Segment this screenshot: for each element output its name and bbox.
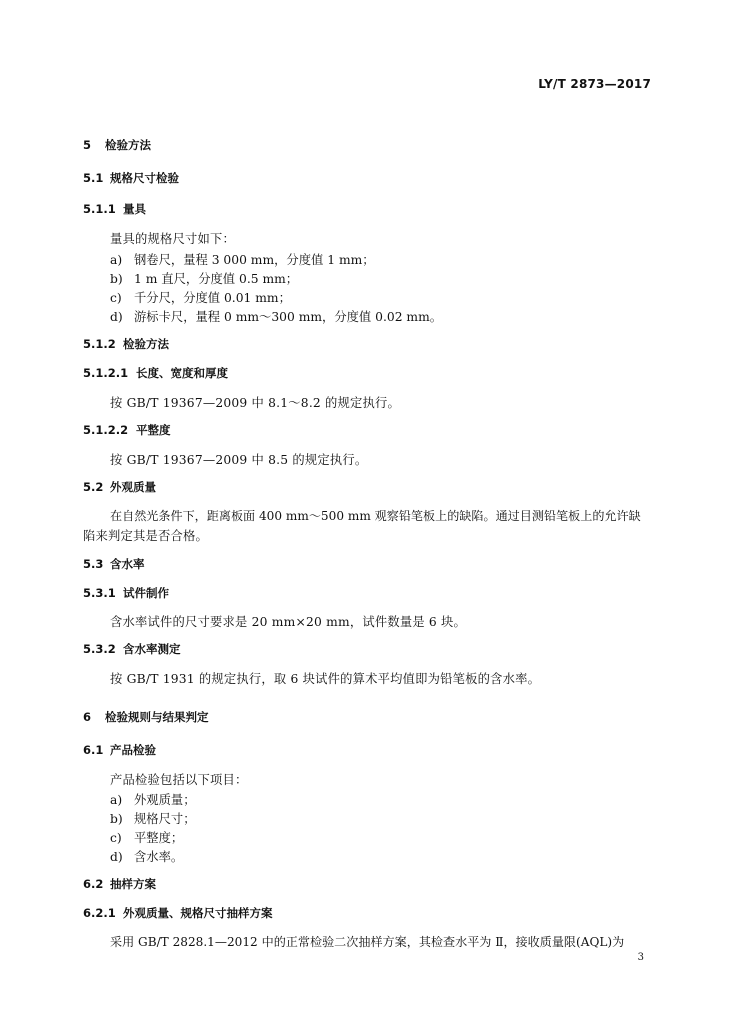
section-heading [83,905,273,921]
list-item [110,250,375,268]
list-marker: c) [110,831,122,845]
section-title: 含水率 [110,557,145,571]
section-title: 长度、宽度和厚度 [136,366,228,380]
list-text: 游标卡尺，量程 0 mm～300 mm，分度值 0.02 mm。 [134,310,443,324]
section-title: 检验方法 [123,337,169,351]
list-marker: a) [110,793,123,807]
section-heading [83,585,169,601]
page-number: 3 [637,952,644,963]
document-code: LY/T 2873—2017 [538,77,651,91]
section-heading [83,556,145,572]
section-heading [83,876,156,892]
list-text: 外观质量； [134,793,196,807]
paragraph: 按 GB/T 19367—2009 中 8.5 的规定执行。 [110,453,368,467]
section-title: 检验方法 [105,138,151,152]
list-item [110,307,442,325]
paragraph: 量具的规格尺寸如下： [110,232,235,246]
section-heading [83,137,151,153]
section-number: 6.1 [83,743,104,757]
section-heading [83,365,228,381]
list-marker: b) [110,272,123,286]
list-text: 1 m 直尺，分度值 0.5 mm； [134,272,299,286]
list-item [110,809,196,827]
list-text: 千分尺，分度值 0.01 mm； [134,291,291,305]
paragraph: 含水率试件的尺寸要求是 20 mm×20 mm，试件数量是 6 块。 [110,615,467,629]
paragraph-line: 采用 GB/T 2828.1—2012 中的正常检验二次抽样方案，其检查水平为 Ⅱ，接收质量限(AQL)为 [110,935,625,949]
section-number: 5.1.2.2 [83,423,129,437]
section-title: 试件制作 [123,586,169,600]
section-number: 6.2.1 [83,906,116,920]
section-number: 5 [83,138,92,152]
section-heading [83,742,156,758]
section-number: 5.1.1 [83,202,116,216]
list-item [110,288,291,306]
list-marker: d) [110,850,123,864]
list-marker: b) [110,812,123,826]
section-number: 5.2 [83,480,104,494]
section-heading [83,641,181,657]
section-heading [83,479,156,495]
paragraph-line: 在自然光条件下，距离板面 400 mm～500 mm 观察铅笔板上的缺陷。通过目测铅笔板上的允许缺 [110,509,641,523]
section-heading [83,201,146,217]
list-marker: d) [110,310,123,324]
list-item [110,847,183,865]
paragraph: 产品检验包括以下项目： [110,773,248,787]
section-number: 6 [83,710,92,724]
section-title: 外观质量、规格尺寸抽样方案 [123,906,273,920]
list-marker: a) [110,253,123,267]
section-title: 量具 [123,202,146,216]
section-title: 抽样方案 [110,877,156,891]
list-marker: c) [110,291,122,305]
section-title: 外观质量 [110,480,156,494]
section-heading [83,422,171,438]
list-text: 钢卷尺，量程 3 000 mm，分度值 1 mm； [134,253,375,267]
section-number: 5.1.2 [83,337,116,351]
section-title: 产品检验 [110,743,156,757]
section-title: 检验规则与结果判定 [105,710,209,724]
section-number: 6.2 [83,877,104,891]
list-item [110,828,183,846]
list-item [110,269,298,287]
section-heading [83,170,179,186]
list-text: 平整度； [134,831,184,845]
section-number: 5.3.2 [83,642,116,656]
section-title: 平整度 [136,423,171,437]
section-number: 5.1 [83,171,104,185]
section-heading [83,336,169,352]
list-text: 含水率。 [134,850,184,864]
paragraph-line: 陷来判定其是否合格。 [83,529,208,543]
list-text: 规格尺寸； [134,812,196,826]
list-item [110,790,196,808]
paragraph: 按 GB/T 19367—2009 中 8.1～8.2 的规定执行。 [110,396,401,410]
section-number: 5.1.2.1 [83,366,129,380]
section-number: 5.3.1 [83,586,116,600]
section-heading [83,709,209,725]
paragraph: 按 GB/T 1931 的规定执行，取 6 块试件的算术平均值即为铅笔板的含水率。 [110,672,541,686]
section-title: 规格尺寸检验 [110,171,179,185]
section-number: 5.3 [83,557,104,571]
section-title: 含水率测定 [123,642,181,656]
